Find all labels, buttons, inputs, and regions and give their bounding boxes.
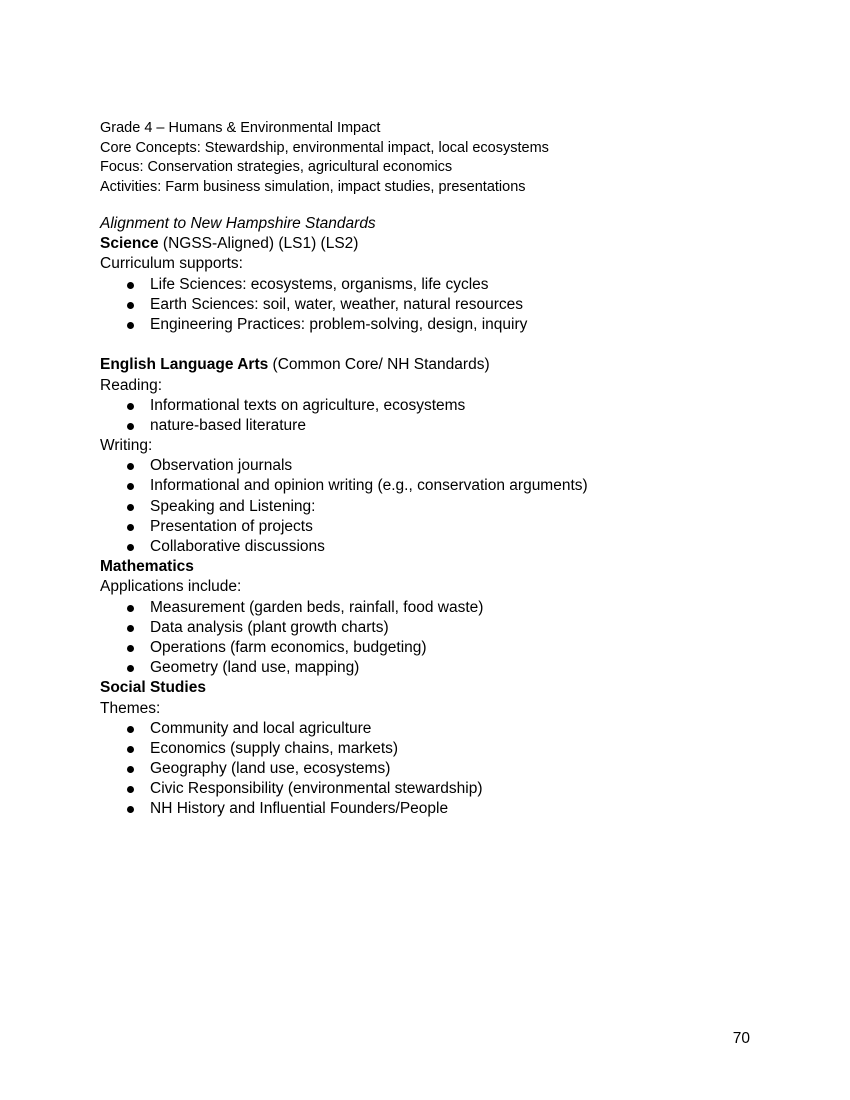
list-item: Geography (land use, ecosystems) [100,759,800,779]
bullet-icon [127,544,134,551]
bullet-icon [127,322,134,329]
bullet-icon [127,504,134,511]
list-item: Geometry (land use, mapping) [100,658,800,678]
list-item: Collaborative discussions [100,537,800,557]
bullet-icon [127,665,134,672]
list-item: NH History and Influential Founders/People [100,799,800,819]
page-number: 70 [732,1030,750,1047]
science-heading [100,234,800,254]
science-lead: Curriculum supports: [100,255,243,273]
core-concepts-line: Core Concepts: Stewardship, environmental impact, local ecosystems [100,139,549,156]
list-item: Operations (farm economics, budgeting) [100,638,800,658]
social-studies-title: Social Studies [100,679,206,697]
grade-title: Grade 4 – Humans & Environmental Impact [100,120,381,136]
list-item: nature-based literature [100,416,800,436]
focus-line: Focus: Conservation strategies, agricultural economics [100,159,453,175]
bullet-icon [127,403,134,410]
standards-alignment [100,214,800,820]
list-item: Informational and opinion writing (e.g., conservation arguments) [100,476,800,496]
list-item: Informational texts on agriculture, ecosystems [100,396,800,416]
list-item: Speaking and Listening: [100,497,800,517]
list-item: Presentation of projects [100,517,800,537]
list-item: Measurement (garden beds, rainfall, food waste) [100,598,800,618]
bullet-icon [127,463,134,470]
bullet-icon [127,625,134,632]
ela-suffix: (Common Core/ NH Standards) [268,356,490,374]
grade-overview [100,119,780,197]
list-item: Civic Responsibility (environmental stewardship) [100,779,800,799]
list-item: Observation journals [100,456,800,476]
social-studies-lead: Themes: [100,699,161,717]
list-item: Community and local agriculture [100,719,800,739]
science-list [100,275,800,336]
alignment-heading: Alignment to New Hampshire Standards [100,215,376,232]
bullet-icon [127,423,134,430]
bullet-icon [127,786,134,793]
social-studies-list [100,719,800,820]
reading-list [100,396,800,436]
ela-heading [100,355,800,375]
list-item: Economics (supply chains, markets) [100,739,800,759]
section-spacer [100,335,800,355]
writing-label: Writing: [100,437,153,455]
bullet-icon [127,302,134,309]
list-item: Engineering Practices: problem-solving, design, inquiry [100,315,800,335]
list-item: Data analysis (plant growth charts) [100,618,800,638]
bullet-icon [127,806,134,813]
activities-line: Activities: Farm business simulation, impact studies, presentations [100,178,526,195]
science-suffix: (NGSS-Aligned) (LS1) (LS2) [158,235,359,253]
bullet-icon [127,282,134,289]
list-item: Earth Sciences: soil, water, weather, natural resources [100,295,800,315]
science-title: Science [100,235,159,253]
ela-title: English Language Arts [100,356,269,374]
reading-label: Reading: [100,376,163,394]
list-item: Life Sciences: ecosystems, organisms, life cycles [100,275,800,295]
bullet-icon [127,483,134,490]
math-lead: Applications include: [100,578,242,596]
bullet-icon [127,605,134,612]
bullet-icon [127,746,134,753]
writing-list [100,456,800,557]
bullet-icon [127,524,134,531]
math-title: Mathematics [100,558,194,576]
bullet-icon [127,766,134,773]
bullet-icon [127,645,134,652]
math-list [100,598,800,679]
bullet-icon [127,726,134,733]
